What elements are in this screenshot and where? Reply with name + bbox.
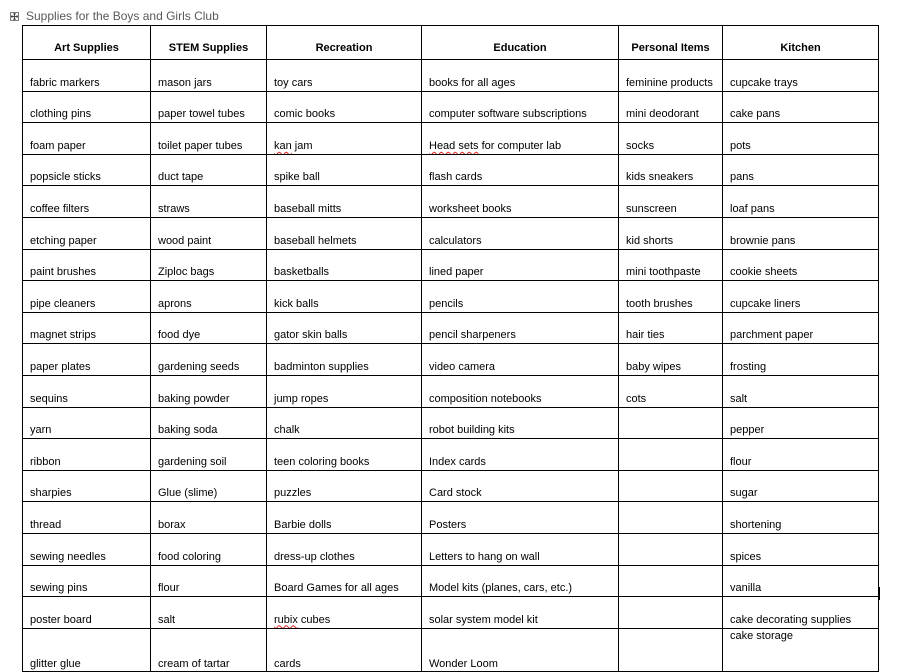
cell-art[interactable] (23, 281, 151, 313)
cell-kitchen[interactable] (723, 533, 879, 565)
cell-personal[interactable] (619, 597, 723, 629)
cell-education[interactable] (422, 123, 619, 155)
table-row (23, 60, 879, 92)
cell-text: cream of tartar (158, 657, 230, 670)
table-row (23, 312, 879, 344)
cell-text: paper towel tubes (158, 108, 245, 121)
cell-text: jump ropes (274, 392, 329, 405)
cell-text: Wonder Loom (429, 657, 498, 670)
cell-recreation[interactable] (267, 502, 422, 534)
cell-text: flash cards (429, 171, 483, 184)
cell-text: baking powder (158, 392, 230, 405)
cell-text: sewing pins (30, 582, 88, 595)
cell-text: spike ball (274, 171, 320, 184)
cell-stem[interactable] (151, 533, 267, 565)
cell-kitchen[interactable] (723, 91, 879, 123)
cell-kitchen[interactable] (723, 565, 879, 597)
cell-text: vanilla (730, 582, 762, 595)
cell-text: composition notebooks (429, 392, 542, 405)
table-row (23, 533, 879, 565)
cell-personal[interactable] (619, 344, 723, 376)
table-row (23, 217, 879, 249)
cell-education[interactable] (422, 375, 619, 407)
cell-text: kick balls (274, 297, 319, 310)
cell-personal[interactable] (619, 186, 723, 218)
cell-art[interactable] (23, 154, 151, 186)
cell-recreation[interactable] (267, 565, 422, 597)
cell-art[interactable] (23, 628, 151, 671)
cell-text: food dye (158, 329, 201, 342)
header-stem-supplies[interactable]: STEM Supplies (151, 26, 267, 60)
cell-text: lined paper (429, 266, 484, 279)
cell-stem[interactable] (151, 565, 267, 597)
cell-education[interactable] (422, 186, 619, 218)
table-row (23, 407, 879, 439)
cell-text: parchment paper (730, 329, 814, 342)
cell-stem[interactable] (151, 344, 267, 376)
cell-text: robot building kits (429, 424, 515, 437)
cell-kitchen[interactable] (723, 344, 879, 376)
cell-text: kan jam (274, 139, 313, 152)
cell-text: calculators (429, 234, 482, 247)
cell-kitchen[interactable] (723, 186, 879, 218)
cell-text: poster board (30, 613, 92, 626)
cell-text: kids sneakers (626, 171, 694, 184)
cell-text: gator skin balls (274, 329, 348, 342)
cell-kitchen[interactable] (723, 123, 879, 155)
cell-text: pots (730, 139, 751, 152)
cell-text: kid shorts (626, 234, 674, 247)
cell-education[interactable] (422, 407, 619, 439)
table-row (23, 249, 879, 281)
table-row (23, 439, 879, 471)
cell-text: tooth brushes (626, 297, 693, 310)
cell-text: magnet strips (30, 329, 97, 342)
cell-text: ribbon (30, 455, 61, 468)
table-row (23, 375, 879, 407)
cell-text: cake pans (730, 108, 781, 121)
cell-personal[interactable] (619, 470, 723, 502)
cell-stem[interactable] (151, 375, 267, 407)
cell-text: paint brushes (30, 266, 97, 279)
cell-education[interactable] (422, 597, 619, 629)
table-body (23, 60, 879, 672)
cell-art[interactable] (23, 91, 151, 123)
cell-recreation[interactable] (267, 281, 422, 313)
cell-text: sunscreen (626, 202, 677, 215)
cell-text: pencils (429, 297, 464, 310)
cell-text: puzzles (274, 487, 312, 500)
cell-art[interactable] (23, 312, 151, 344)
cell-text: coffee filters (30, 202, 90, 215)
cell-kitchen[interactable] (723, 597, 879, 629)
cell-text: sharpies (30, 487, 72, 500)
cell-personal[interactable] (619, 281, 723, 313)
cell-text: pans (730, 171, 754, 184)
cell-education[interactable] (422, 565, 619, 597)
cell-personal[interactable] (619, 565, 723, 597)
cell-text: Letters to hang on wall (429, 550, 540, 563)
cell-text: Barbie dolls (274, 518, 332, 531)
cell-text: Posters (429, 518, 467, 531)
cell-text: glitter glue (30, 657, 81, 670)
cell-personal[interactable] (619, 502, 723, 534)
cell-education[interactable] (422, 312, 619, 344)
cell-text: worksheet books (429, 202, 512, 215)
cell-text: duct tape (158, 171, 204, 184)
cell-text: cots (626, 392, 647, 405)
cell-text: food coloring (158, 550, 221, 563)
cell-text: pepper (730, 424, 765, 437)
cell-text: pipe cleaners (30, 297, 96, 310)
cell-text: frosting (730, 360, 767, 373)
cell-text: sequins (30, 392, 68, 405)
cell-text: cookie sheets (730, 266, 798, 279)
cell-text: comic books (274, 108, 336, 121)
cell-art[interactable] (23, 597, 151, 629)
cell-text: socks (626, 139, 655, 152)
cell-art[interactable] (23, 249, 151, 281)
cell-text: toilet paper tubes (158, 139, 243, 152)
cell-text: cake storage (730, 629, 793, 642)
cell-personal[interactable] (619, 154, 723, 186)
cell-stem[interactable] (151, 186, 267, 218)
cell-kitchen[interactable] (723, 312, 879, 344)
cell-text: Index cards (429, 455, 486, 468)
cell-text: mason jars (158, 76, 212, 89)
table-row (23, 91, 879, 123)
cell-text: cupcake trays (730, 76, 798, 89)
table-row (23, 123, 879, 155)
cell-education[interactable] (422, 628, 619, 671)
header-row (23, 26, 879, 60)
cell-kitchen[interactable] (723, 502, 879, 534)
cell-text: loaf pans (730, 202, 775, 215)
cell-text: brownie pans (730, 234, 796, 247)
cell-text: Card stock (429, 487, 482, 500)
cell-recreation[interactable] (267, 60, 422, 92)
cell-text: baby wipes (626, 360, 682, 373)
table-row (23, 502, 879, 534)
cell-stem[interactable] (151, 597, 267, 629)
cell-text: mini toothpaste (626, 266, 701, 279)
cell-education[interactable] (422, 281, 619, 313)
cell-recreation[interactable] (267, 628, 422, 671)
cell-education[interactable] (422, 154, 619, 186)
cell-text: baking soda (158, 424, 218, 437)
cell-text: feminine products (626, 76, 713, 89)
cell-text: straws (158, 202, 190, 215)
cell-text: chalk (274, 424, 300, 437)
text-cursor (879, 587, 880, 600)
cell-text: shortening (730, 518, 782, 531)
cell-text: thread (30, 518, 62, 531)
cell-stem[interactable] (151, 123, 267, 155)
cell-text: Head sets for computer lab (429, 139, 562, 152)
cell-art[interactable] (23, 470, 151, 502)
cell-text: borax (158, 518, 186, 531)
header-recreation[interactable]: Recreation (267, 26, 422, 60)
supplies-table (22, 25, 879, 672)
cell-text: Board Games for all ages (274, 582, 399, 595)
cell-recreation[interactable] (267, 186, 422, 218)
table-row (23, 565, 879, 597)
cell-text: popsicle sticks (30, 171, 101, 184)
cell-text: wood paint (158, 234, 212, 247)
cell-text: spices (730, 550, 762, 563)
cell-text: sewing needles (30, 550, 106, 563)
cell-recreation[interactable] (267, 375, 422, 407)
cell-personal[interactable] (619, 60, 723, 92)
cell-text: sugar (730, 487, 758, 500)
cell-education[interactable] (422, 470, 619, 502)
cell-text: etching paper (30, 234, 97, 247)
cell-text: cards (274, 657, 301, 670)
cell-personal[interactable] (619, 249, 723, 281)
table-row (23, 628, 879, 671)
table-row (23, 154, 879, 186)
cell-kitchen[interactable] (723, 281, 879, 313)
cell-text: cake decorating supplies (730, 613, 852, 626)
cell-text: basketballs (274, 266, 330, 279)
cell-stem[interactable] (151, 281, 267, 313)
cell-text: dress-up clothes (274, 550, 355, 563)
cell-stem[interactable] (151, 60, 267, 92)
cell-kitchen[interactable] (723, 439, 879, 471)
cell-text: toy cars (274, 76, 313, 89)
cell-text: rubix cubes (274, 613, 331, 626)
header-kitchen[interactable]: Kitchen (723, 26, 879, 60)
cell-stem[interactable] (151, 249, 267, 281)
table-row (23, 344, 879, 376)
cell-art[interactable] (23, 439, 151, 471)
cell-recreation[interactable] (267, 312, 422, 344)
cell-personal[interactable] (619, 375, 723, 407)
move-arrows-icon (11, 13, 18, 20)
cell-text: cupcake liners (730, 297, 801, 310)
cell-recreation[interactable] (267, 154, 422, 186)
cell-text: flour (730, 455, 752, 468)
cell-personal[interactable] (619, 439, 723, 471)
cell-art[interactable] (23, 375, 151, 407)
cell-stem[interactable] (151, 312, 267, 344)
cell-text: hair ties (626, 329, 665, 342)
cell-personal[interactable] (619, 217, 723, 249)
cell-text: baseball mitts (274, 202, 342, 215)
cell-text: flour (158, 582, 180, 595)
cell-kitchen[interactable] (723, 628, 879, 671)
cell-art[interactable] (23, 186, 151, 218)
cell-kitchen[interactable] (723, 470, 879, 502)
cell-education[interactable] (422, 502, 619, 534)
cell-recreation[interactable] (267, 407, 422, 439)
cell-text: clothing pins (30, 108, 92, 121)
cell-stem[interactable] (151, 91, 267, 123)
table-row (23, 470, 879, 502)
cell-kitchen[interactable] (723, 375, 879, 407)
cell-art[interactable] (23, 533, 151, 565)
cell-art[interactable] (23, 217, 151, 249)
table-row (23, 597, 879, 629)
cell-kitchen[interactable] (723, 217, 879, 249)
cell-recreation[interactable] (267, 533, 422, 565)
cell-text: solar system model kit (429, 613, 538, 626)
cell-stem[interactable] (151, 502, 267, 534)
cell-text: baseball helmets (274, 234, 357, 247)
cell-text: fabric markers (30, 76, 100, 89)
cell-recreation[interactable] (267, 249, 422, 281)
cell-text: Glue (slime) (158, 487, 218, 500)
cell-text: Ziploc bags (158, 266, 215, 279)
cell-text: pencil sharpeners (429, 329, 516, 342)
cell-stem[interactable] (151, 470, 267, 502)
cell-text: mini deodorant (626, 108, 699, 121)
cell-recreation[interactable] (267, 123, 422, 155)
cell-recreation[interactable] (267, 217, 422, 249)
cell-personal[interactable] (619, 407, 723, 439)
cell-kitchen[interactable] (723, 154, 879, 186)
cell-text: foam paper (30, 139, 86, 152)
cell-personal[interactable] (619, 312, 723, 344)
cell-stem[interactable] (151, 154, 267, 186)
cell-recreation[interactable] (267, 597, 422, 629)
table-caption: Supplies for the Boys and Girls Club (26, 9, 219, 23)
cell-recreation[interactable] (267, 470, 422, 502)
cell-text: gardening seeds (158, 360, 240, 373)
cell-stem[interactable] (151, 439, 267, 471)
cell-education[interactable] (422, 439, 619, 471)
cell-personal[interactable] (619, 91, 723, 123)
cell-art[interactable] (23, 502, 151, 534)
cell-text: aprons (158, 297, 192, 310)
cell-education[interactable] (422, 344, 619, 376)
cell-text: paper plates (30, 360, 91, 373)
cell-stem[interactable] (151, 407, 267, 439)
cell-kitchen[interactable] (723, 407, 879, 439)
cell-kitchen[interactable] (723, 60, 879, 92)
cell-stem[interactable] (151, 217, 267, 249)
cell-personal[interactable] (619, 628, 723, 671)
cell-art[interactable] (23, 60, 151, 92)
cell-personal[interactable] (619, 123, 723, 155)
cell-text: salt (730, 392, 748, 405)
header-art-supplies[interactable]: Art Supplies (23, 26, 151, 60)
cell-text: gardening soil (158, 455, 227, 468)
header-personal-items[interactable]: Personal Items (619, 26, 723, 60)
cell-education[interactable] (422, 91, 619, 123)
table-row (23, 281, 879, 313)
cell-text: video camera (429, 360, 496, 373)
cell-education[interactable] (422, 249, 619, 281)
cell-text: Model kits (planes, cars, etc.) (429, 582, 573, 595)
cell-education[interactable] (422, 533, 619, 565)
table-row (23, 186, 879, 218)
cell-text: teen coloring books (274, 455, 370, 468)
cell-recreation[interactable] (267, 91, 422, 123)
table-move-handle[interactable] (10, 12, 19, 21)
cell-education[interactable] (422, 217, 619, 249)
cell-text: yarn (30, 424, 52, 437)
cell-art[interactable] (23, 565, 151, 597)
cell-stem[interactable] (151, 628, 267, 671)
cell-recreation[interactable] (267, 439, 422, 471)
cell-text: salt (158, 613, 176, 626)
cell-recreation[interactable] (267, 344, 422, 376)
header-education[interactable]: Education (422, 26, 619, 60)
cell-text: books for all ages (429, 76, 516, 89)
cell-text: badminton supplies (274, 360, 369, 373)
cell-art[interactable] (23, 123, 151, 155)
cell-personal[interactable] (619, 533, 723, 565)
cell-education[interactable] (422, 60, 619, 92)
cell-kitchen[interactable] (723, 249, 879, 281)
cell-art[interactable] (23, 344, 151, 376)
cell-art[interactable] (23, 407, 151, 439)
cell-text: computer software subscriptions (429, 108, 587, 121)
